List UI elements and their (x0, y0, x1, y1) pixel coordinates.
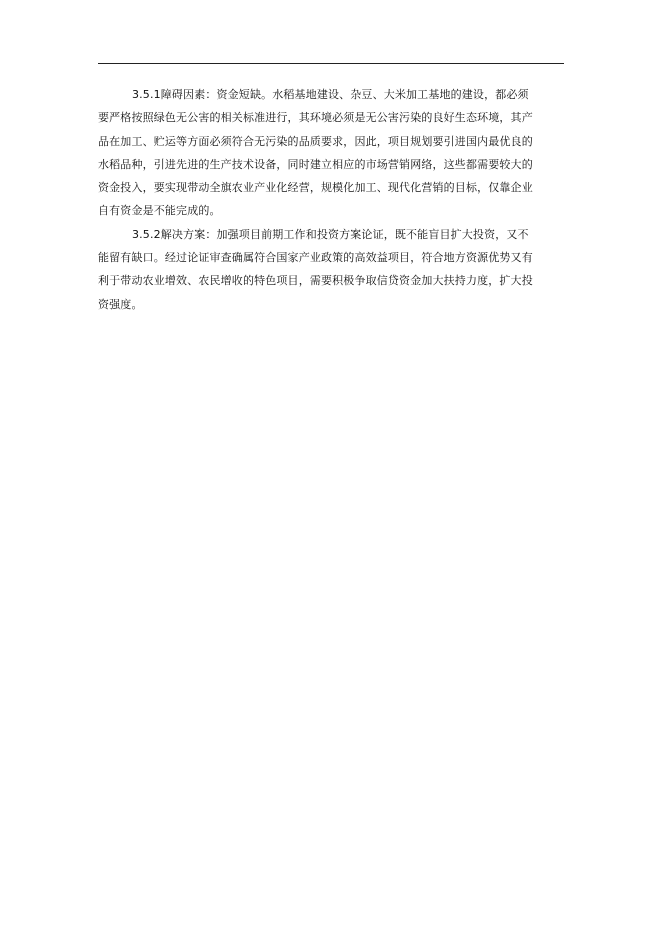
header-rule (98, 63, 564, 64)
text-line: 品在加工、贮运等方面必须符合无污染的品质要求，因此，项目规划要引进国内最优良的 (98, 134, 533, 148)
paragraph-3-5-2 (98, 223, 560, 316)
text-line: 利于带动农业增效、农民增收的特色项目，需要积极争取信贷资金加大扶持力度，扩大投 (98, 274, 533, 288)
text-line: 要严格按照绿色无公害的相关标准进行，其环境必须是无公害污染的良好生态环境，其产 (98, 111, 533, 125)
text-line: 资强度。 (98, 297, 143, 311)
body-text (98, 83, 560, 316)
text-line: 3.5.2解决方案：加强项目前期工作和投资方案论证，既不能盲目扩大投资，又不 (132, 227, 529, 241)
paragraph-3-5-1 (98, 83, 560, 223)
text-line: 3.5.1障碍因素：资金短缺。水稻基地建设、杂豆、大米加工基地的建设，都必须 (132, 88, 529, 101)
text-line: 自有资金是不能完成的。 (98, 204, 221, 218)
text-line: 能留有缺口。经过论证审查确属符合国家产业政策的高效益项目，符合地方资源优势又有 (98, 251, 533, 265)
text-line: 资金投入，要实现带动全旗农业产业化经营，规模化加工、现代化营销的目标，仅靠企业 (98, 181, 533, 195)
text-line: 水稻品种，引进先进的生产技术设备，同时建立相应的市场营销网络，这些都需要较大的 (98, 157, 533, 171)
